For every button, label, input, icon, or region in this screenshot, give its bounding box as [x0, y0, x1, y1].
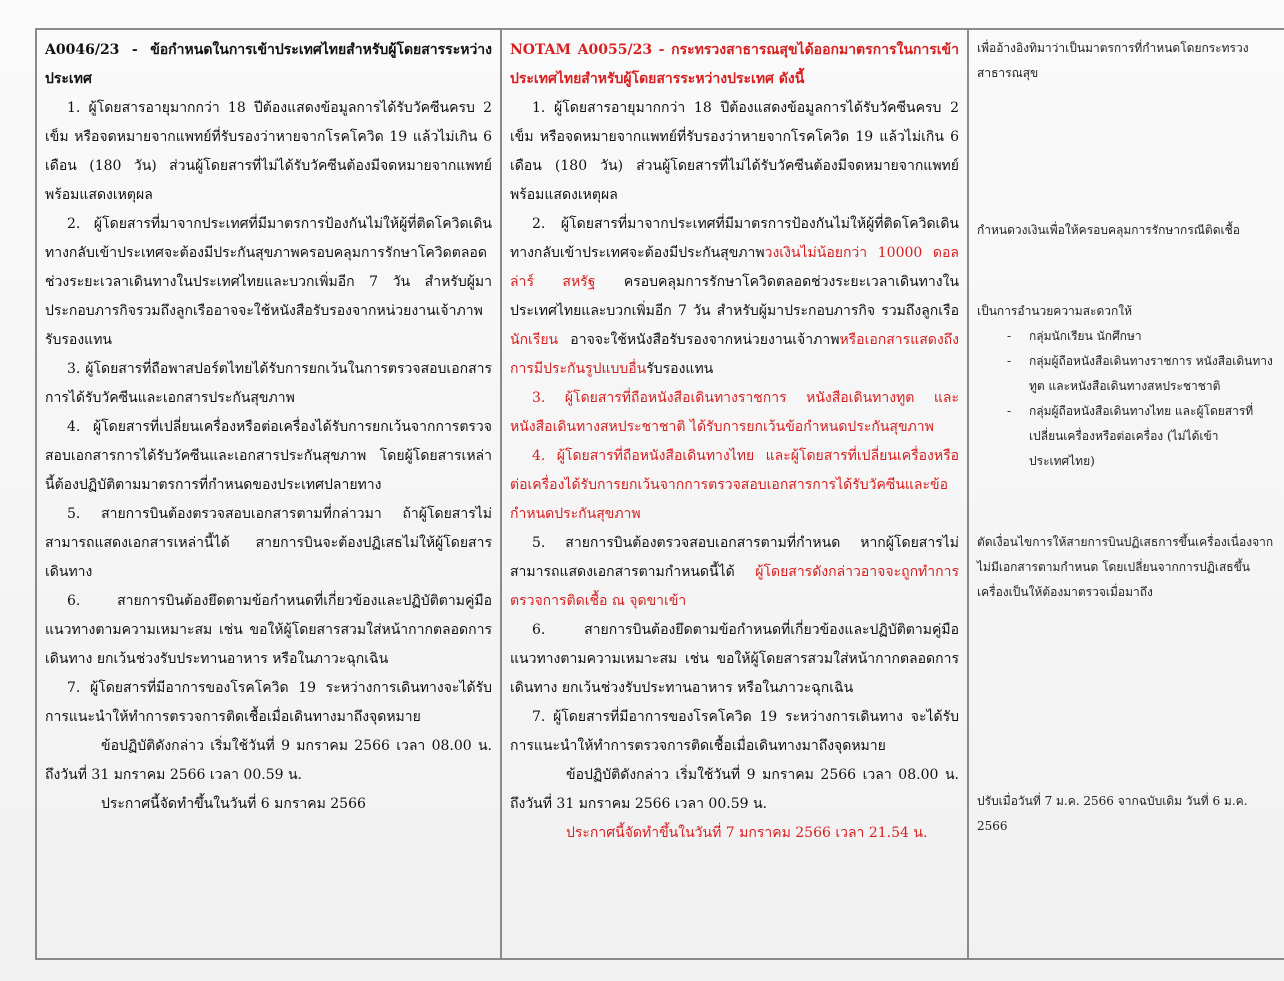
new-item-6: 6. สายการบินต้องยึดตามข้อกำหนดที่เกี่ยวข้องและปฏิบัติตามคู่มือแนวทางตามความเหมาะสม เช่น ขอให้ผู้โดยสารสวมใส่หน้ากากตลอดการเดินทาง ยกเว้นช่วงรับประทานอาหาร หรือในภาวะฉุกเฉิน — [510, 622, 959, 696]
insurance-amount-change: วงเงินไม่น้อยกว่า 10000 ดอลล่าร์ สหรัฐ — [510, 245, 959, 290]
list-item: - กลุ่มผู้ถือหนังสือเดินทางราชการ หนังสือเดินทางทูต และหนังสือเดินทางสหประชาชาติ — [977, 349, 1277, 399]
new-issued-date: ประกาศนี้จัดทำขึ้นในวันที่ 7 มกราคม 2566 เวลา 21.54 น. — [566, 825, 928, 841]
remark-4: ตัดเงื่อนไขการให้สายการบินปฏิเสธการขึ้นเครื่องเนื่องจากไม่มีเอกสารตามกำหนด โดยเปลี่ยนจากการปฏิเสธขึ้นเครื่องเป็นให้ต้องมาตรวจเมื่อมาถึง — [977, 535, 1274, 599]
remarks-column — [968, 29, 1284, 959]
new-item-2-text: ครอบคลุมการรักษาโควิดตลอดช่วงระยะเวลาเดินทางในประเทศไทยและบวกเพิ่มอีก 7 วัน สำหรับผู้มาประกอบภารกิจ รวมถึงลูกเรือ — [510, 274, 959, 319]
new-effective-period: ข้อปฏิบัติดังกล่าว เริ่มใช้วันที่ 9 มกราคม 2566 เวลา 08.00 น. ถึงวันที่ 31 มกราคม 2566 เวลา 00.59 น. — [510, 767, 959, 812]
list-item: - กลุ่มนักเรียน นักศึกษา — [977, 324, 1277, 349]
old-item-1: 1. ผู้โดยสารอายุมากกว่า 18 ปีต้องแสดงข้อมูลการได้รับวัคซีนครบ 2 เข็ม หรือจดหมายจากแพทย์ที่รับรองว่าหายจากโรคโควิด 19 แล้วไม่เกิน 6 เดือน (180 วัน) ส่วนผู้โดยสารที่ไม่ได้รับวัคซีนต้องมีจดหมายจากแพทย์พร้อมแสดงเหตุผล — [45, 100, 492, 203]
old-effective-period: ข้อปฏิบัติดังกล่าว เริ่มใช้วันที่ 9 มกราคม 2566 เวลา 08.00 น. ถึงวันที่ 31 มกราคม 2566 เวลา 00.59 น. — [45, 738, 492, 783]
notam-comparison-table — [35, 28, 1284, 960]
new-notam-column — [501, 29, 968, 959]
old-item-6: 6. สายการบินต้องยึดตามข้อกำหนดที่เกี่ยวข้องและปฏิบัติตามคู่มือแนวทางตามความเหมาะสม เช่น ขอให้ผู้โดยสารสวมใส่หน้ากากตลอดการเดินทาง ยกเว้นช่วงรับประทานอาหาร หรือในภาวะฉุกเฉิน — [45, 593, 492, 667]
new-item-5-text: 5. สายการบินต้องตรวจสอบเอกสารตามที่กำหนด หากผู้โดยสารไม่สามารถแสดงเอกสารตามกำหนดนี้ได้ — [510, 535, 959, 580]
arrival-test-change: ผู้โดยสารดังกล่าวอาจจะถูกทำการตรวจการติดเชื้อ ณ จุดขาเข้า — [510, 564, 959, 609]
new-notam-title: NOTAM A0055/23 - กระทรวงสาธารณสุขได้ออกมาตรการในการเข้าประเทศไทยสำหรับผู้โดยสารระหว่างประเทศ ดังนี้ — [510, 42, 959, 87]
old-item-2: 2. ผู้โดยสารที่มาจากประเทศที่มีมาตรการป้องกันไม่ให้ผู้ที่ติดโควิดเดินทางกลับเข้าประเทศจะต้องมีประกันสุขภาพครอบคลุมการรักษาโควิดตลอดช่วงระยะเวลาเดินทางในประเทศไทยและบวกเพิ่มอีก 7 วัน สำหรับผู้มาประกอบภารกิจรวมถึงลูกเรืออาจจะใช้หนังสือรับรองจากหน่วยงานเจ้าภาพรับรองแทน — [45, 216, 492, 348]
new-item-5 — [510, 529, 959, 616]
old-issued-date: ประกาศนี้จัดทำขึ้นในวันที่ 6 มกราคม 2566 — [101, 796, 366, 812]
old-item-3: 3. ผู้โดยสารที่ถือพาสปอร์ตไทยได้รับการยกเว้นในการตรวจสอบเอกสารการได้รับวัคซีนและเอกสารประกันสุขภาพ — [45, 361, 492, 406]
new-item-7: 7. ผู้โดยสารที่มีอาการของโรคโควิด 19 ระหว่างการเดินทาง จะได้รับการแนะนำให้ทำการตรวจการติดเชื้อเมื่อเดินทางมาถึงจุดหมาย — [510, 709, 959, 754]
other-insurance-change: หรือเอกสารแสดงถึงการมีประกันรูปแบบอื่น — [510, 332, 959, 377]
students-change: นักเรียน — [510, 332, 559, 348]
remark-2: กำหนดวงเงินเพื่อให้ครอบคลุมการรักษากรณีติดเชื้อ — [977, 223, 1240, 237]
new-item-1: 1. ผู้โดยสารอายุมากกว่า 18 ปีต้องแสดงข้อมูลการได้รับวัคซีนครบ 2 เข็ม หรือจดหมายจากแพทย์ที่รับรองว่าหายจากโรคโควิด 19 แล้วไม่เกิน 6 เดือน (180 วัน) ส่วนผู้โดยสารที่ไม่ได้รับวัคซีนต้องมีจดหมายจากแพทย์พร้อมแสดงเหตุผล — [510, 100, 959, 203]
remark-5: ปรับเมื่อวันที่ 7 ม.ค. 2566 จากฉบับเดิม วันที่ 6 ม.ค. 2566 — [977, 794, 1248, 833]
new-item-4: 4. ผู้โดยสารที่ถือหนังสือเดินทางไทย และผู้โดยสารที่เปลี่ยนเครื่องหรือต่อเครื่องได้รับการยกเว้นจากการตรวจสอบเอกสารการได้รับวัคซีนและข้อกำหนดประกันสุขภาพ — [510, 448, 959, 522]
new-item-2 — [510, 210, 959, 384]
remarks-body — [977, 36, 1277, 839]
new-item-2-text: 2. ผู้โดยสารที่มาจากประเทศที่มีมาตรการป้องกันไม่ให้ผู้ที่ติดโควิดเดินทางกลับเข้าประเทศจะต้องมีประกันสุขภาพ — [510, 216, 959, 261]
remark-3: เป็นการอำนวยความสะดวกให้ — [977, 304, 1133, 318]
old-item-4: 4. ผู้โดยสารที่เปลี่ยนเครื่องหรือต่อเครื่องได้รับการยกเว้นจากการตรวจสอบเอกสารการได้รับวัคซีนและเอกสารประกันสุขภาพ โดยผู้โดยสารเหล่านี้ต้องปฏิบัติตามมาตรการที่กำหนดของประเทศปลายทาง — [45, 419, 492, 493]
new-item-3: 3. ผู้โดยสารที่ถือหนังสือเดินทางราชการ หนังสือเดินทางทูต และหนังสือเดินทางสหประชาชาติ ได้รับการยกเว้นข้อกำหนดประกันสุขภาพ — [510, 390, 959, 435]
remark-1: เพื่ออ้างอิงทิมาว่าเป็นมาตรการที่กำหนดโดยกระทรวงสาธารณสุข — [977, 41, 1249, 80]
old-item-5: 5. สายการบินต้องตรวจสอบเอกสารตามที่กล่าวมา ถ้าผู้โดยสารไม่สามารถแสดงเอกสารเหล่านี้ได้ สายการบินจะต้องปฏิเสธไม่ให้ผู้โดยสารเดินทาง — [45, 506, 492, 580]
old-item-7: 7. ผู้โดยสารที่มีอาการของโรคโควิด 19 ระหว่างการเดินทางจะได้รับการแนะนำให้ทำการตรวจการติดเชื้อเมื่อเดินทางมาถึงจุดหมาย — [45, 680, 492, 725]
new-item-2-text: อาจจะใช้หนังสือรับรองจากหน่วยงานเจ้าภาพ — [558, 332, 840, 348]
table-row — [36, 29, 1284, 959]
new-item-2-text: รับรองแทน — [646, 361, 714, 377]
remark-3-list — [977, 324, 1277, 474]
list-item: - กลุ่มผู้ถือหนังสือเดินทางไทย และผู้โดยสารที่เปลี่ยนเครื่องหรือต่อเครื่อง (ไม่ได้เข้าประเทศไทย) — [977, 399, 1277, 474]
old-notam-title: A0046/23 - ข้อกำหนดในการเข้าประเทศไทยสำหรับผู้โดยสารระหว่างประเทศ — [45, 42, 492, 87]
old-notam-column — [36, 29, 501, 959]
